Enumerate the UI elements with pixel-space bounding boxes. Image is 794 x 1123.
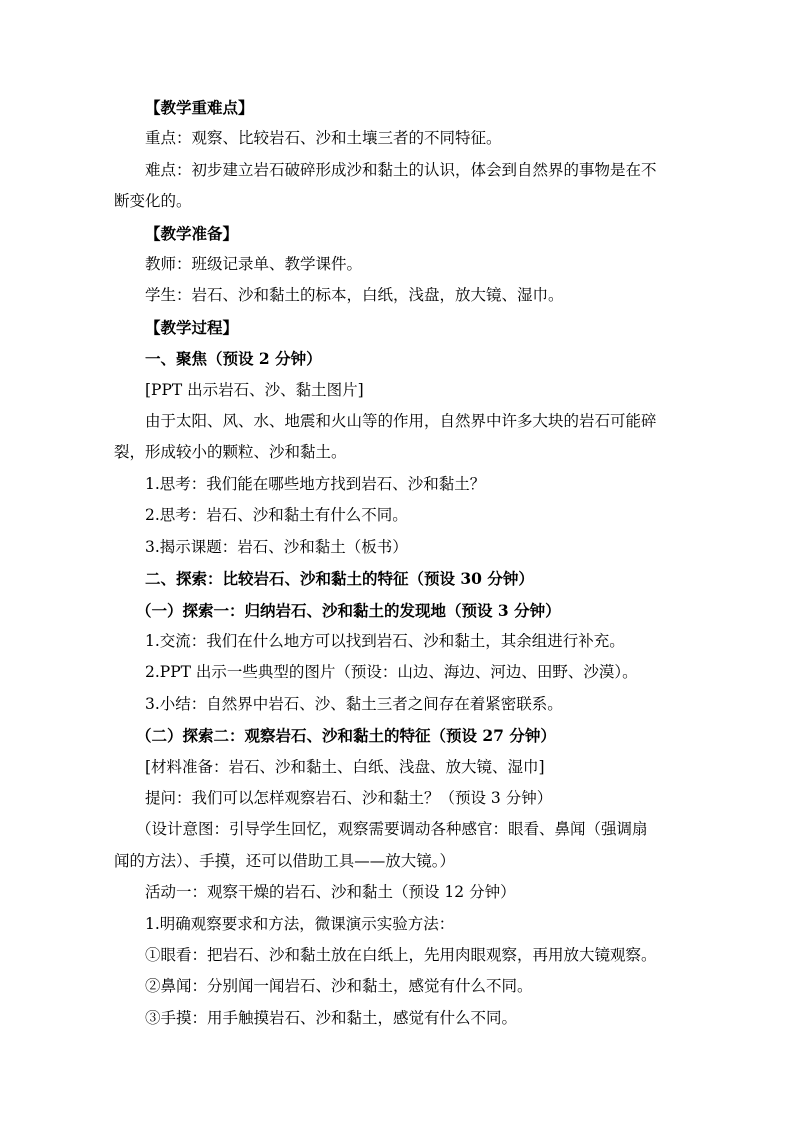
text-line: 1.明确观察要求和方法，微课演示实验方法： xyxy=(145,914,455,933)
text-line: 3.小结：自然界中岩石、沙、黏土三者之间存在着紧密联系。 xyxy=(145,694,563,713)
text-line: 学生：岩石、沙和黏土的标本，白纸，浅盘，放大镜、湿巾。 xyxy=(145,286,564,305)
text-line: 裂，形成较小的颗粒、沙和黏土。 xyxy=(114,443,347,462)
text-line: 【教学重难点】 xyxy=(145,98,254,117)
text-line: 难点：初步建立岩石破碎形成沙和黏土的认识，体会到自然界的事物是在不 xyxy=(145,160,657,179)
text-line: ②鼻闻：分别闻一闻岩石、沙和黏土，感觉有什么不同。 xyxy=(145,977,533,996)
text-line: 提问：我们可以怎样观察岩石、沙和黏土？（预设 3 分钟） xyxy=(145,788,553,807)
text-line: 活动一：观察干燥的岩石、沙和黏土（预设 12 分钟） xyxy=(145,883,516,902)
text-line: 重点：观察、比较岩石、沙和土壤三者的不同特征。 xyxy=(145,129,502,148)
text-line: 由于太阳、风、水、地震和火山等的作用，自然界中许多大块的岩石可能碎 xyxy=(145,412,657,431)
text-line: （一）探索一：归纳岩石、沙和黏土的发现地（预设 3 分钟） xyxy=(136,600,561,620)
text-line: 2.思考：岩石、沙和黏土有什么不同。 xyxy=(145,506,408,525)
text-line: 1.思考：我们能在哪些地方找到岩石、沙和黏土？ xyxy=(145,474,486,493)
text-line: 二、探索：比较岩石、沙和黏土的特征（预设 30 分钟） xyxy=(145,569,534,589)
text-line: [PPT 出示岩石、沙、黏土图片] xyxy=(145,380,364,399)
text-line: （设计意图：引导学生回忆，观察需要调动各种感官：眼看、鼻闻（强调扇 xyxy=(136,820,648,839)
text-line: 【教学准备】 xyxy=(145,223,239,243)
text-line: 1.交流：我们在什么地方可以找到岩石、沙和黏土，其余组进行补充。 xyxy=(145,631,625,650)
text-line: 闻的方法）、手摸，还可以借助工具——放大镜。） xyxy=(114,851,456,870)
text-line: 一、聚焦（预设 2 分钟） xyxy=(145,349,322,369)
text-line: 【教学过程】 xyxy=(145,317,239,337)
text-line: 2.PPT 出示一些典型的图片（预设：山边、海边、河边、田野、沙漠）。 xyxy=(145,663,638,682)
text-line: 断变化的。 xyxy=(114,192,192,211)
text-line: 教师：班级记录单、教学课件。 xyxy=(145,255,363,274)
text-line: [材料准备：岩石、沙和黏土、白纸、浅盘、放大镜、湿巾] xyxy=(145,757,545,776)
text-line: 3.揭示课题：岩石、沙和黏土（板书） xyxy=(145,537,408,556)
text-line: ③手摸：用手触摸岩石、沙和黏土，感觉有什么不同。 xyxy=(145,1008,518,1027)
text-line: ①眼看：把岩石、沙和黏土放在白纸上，先用肉眼观察，再用放大镜观察。 xyxy=(145,945,657,964)
text-line: （二）探索二：观察岩石、沙和黏土的特征（预设 27 分钟） xyxy=(136,726,556,746)
document-body xyxy=(114,92,682,1034)
